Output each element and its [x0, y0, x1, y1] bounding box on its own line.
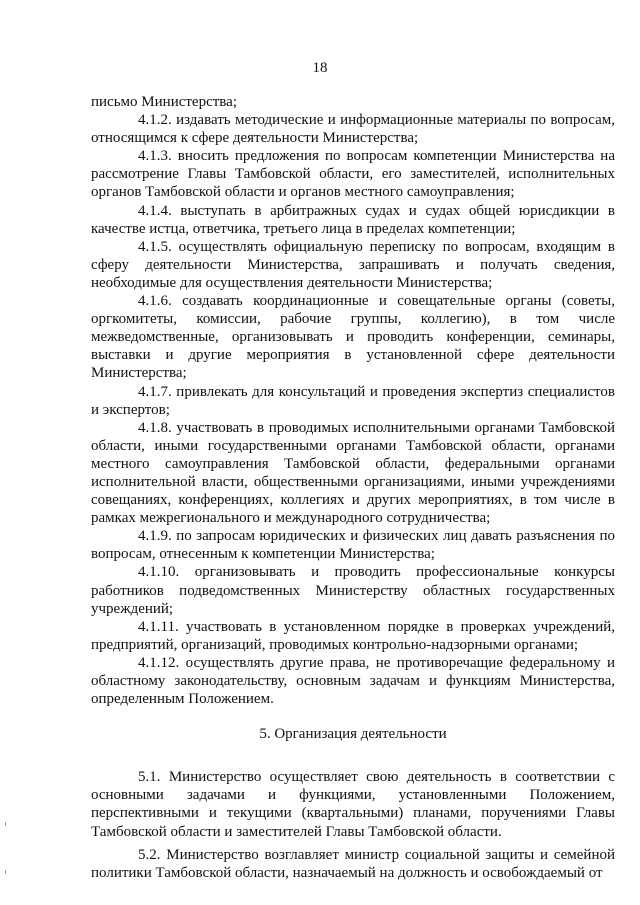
- paragraph: 4.1.4. выступать в арбитражных судах и судах общей юрисдикции в качестве истца, ответчика, третьего лица в пределах компетенции;: [91, 202, 615, 237]
- paragraph: 4.1.5. осуществлять официальную переписку по вопросам, входящим в сферу деятельности Министерства, запрашивать и получать сведения, необходимые для осуществления деятельности Министерства;: [91, 238, 615, 291]
- paragraph: 4.1.9. по запросам юридических и физических лиц давать разъяснения по вопросам, отнесенным к компетенции Министерства;: [91, 528, 615, 563]
- section-heading: 5. Организация деятельности: [259, 726, 447, 743]
- page-number: 18: [312, 60, 328, 76]
- paragraph: 4.1.2. издавать методические и информационные материалы по вопросам, относящимся к сфере деятельности Министерства;: [91, 112, 615, 147]
- scan-margin-mark: [5, 822, 6, 826]
- paragraph: 4.1.8. участвовать в проводимых исполнительными органами Тамбовской области, иными государственными органами Тамбовской области, органами местного самоуправления Тамбовской области, федеральными органами исполнительной власти, общественными организациями, иными учреждениями совещаниях, конференциях, коллегиях и других мероприятиях, в том числе в рамках межрегионального и международного сотрудничества;: [91, 419, 615, 527]
- paragraph: 4.1.6. создавать координационные и совещательные органы (советы, оргкомитеты, комиссии, рабочие группы, коллегию), в том числе межведомственные, организовывать и проводить конференции, семинары, выставки и другие мероприятия в установленной сфере деятельности Министерства;: [91, 293, 615, 382]
- paragraph: 4.1.3. вносить предложения по вопросам компетенции Министерства на рассмотрение Главы Тамбовской области, его заместителей, исполнительных органов Тамбовской области и органов местного самоуправления;: [91, 148, 615, 201]
- paragraph: 5.2. Министерство возглавляет министр социальной защиты и семейной политики Тамбовской области, назначаемый на должность и освобождаемый от: [91, 846, 615, 881]
- paragraph: 4.1.11. участвовать в установленном порядке в проверках учреждений, предприятий, организаций, проводимых контрольно-надзорными органами;: [91, 618, 615, 653]
- paragraph: 4.1.7. привлекать для консультаций и проведения экспертиз специалистов и экспертов;: [91, 383, 615, 418]
- paragraph: письмо Министерства;: [91, 94, 238, 110]
- paragraph: 4.1.12. осуществлять другие права, не противоречащие федеральному и областному законодательству, основным задачам и функциям Министерства, определенным Положением.: [91, 654, 615, 708]
- paragraph: 5.1. Министерство осуществляет свою деятельность в соответствии с основными задачами и функциями, установленными Положением, перспективными и текущими (квартальными) планами, поручениями Главы Тамбовской области и заместителей Главы Тамбовской области.: [91, 769, 615, 840]
- document-body: [91, 93, 615, 882]
- scan-margin-mark: [5, 870, 6, 874]
- paragraph: 4.1.10. организовывать и проводить профессиональные конкурсы работников подведомственных Министерству областных государственных учреждений;: [91, 564, 615, 617]
